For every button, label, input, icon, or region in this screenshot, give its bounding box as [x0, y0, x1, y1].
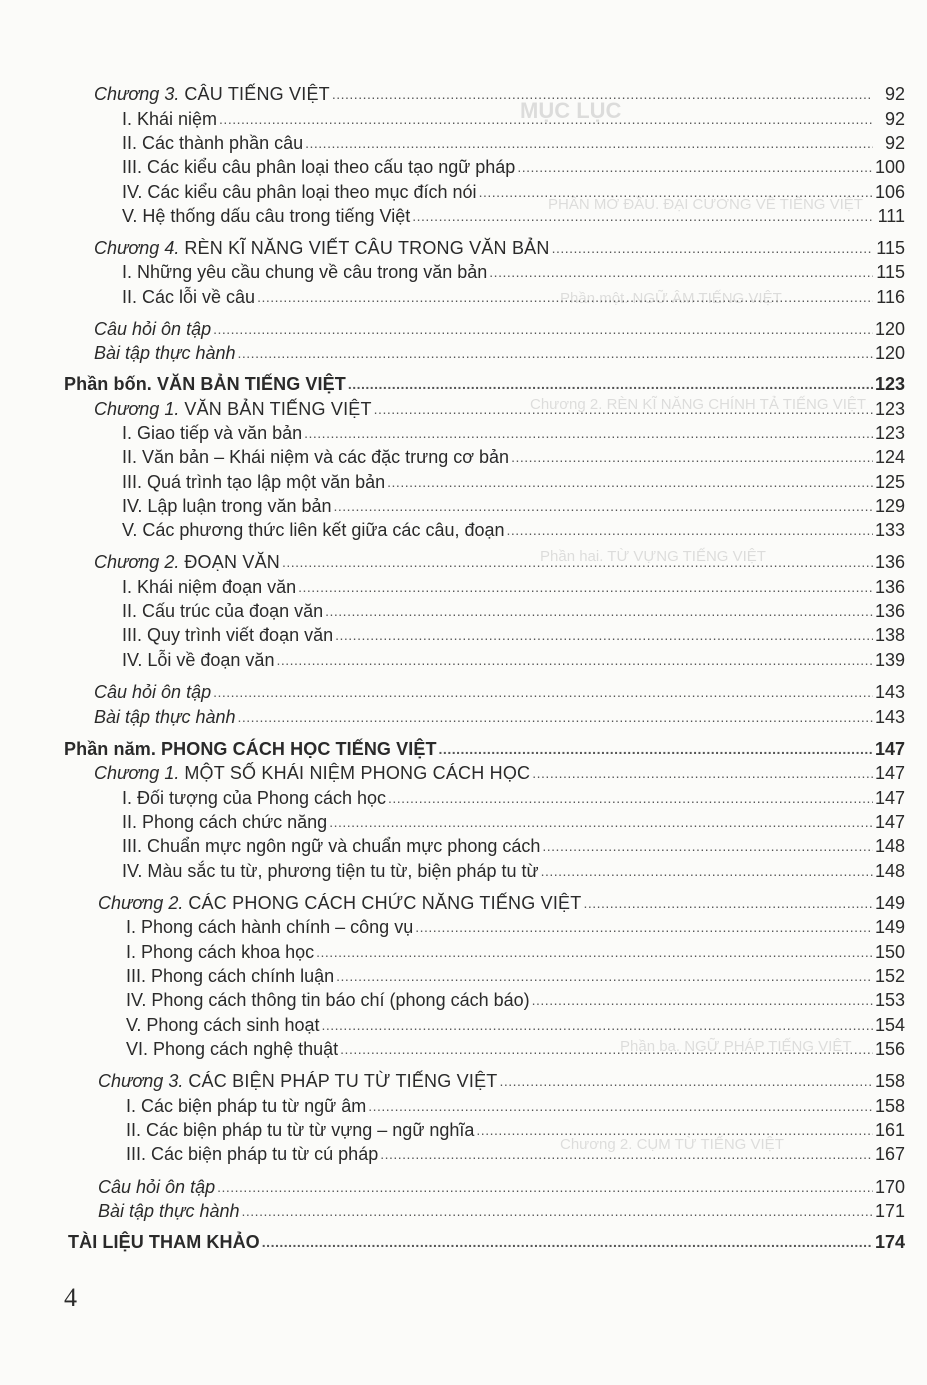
dot-leader [532, 992, 873, 1008]
page-ref: 115 [876, 238, 905, 258]
review-title: Câu hỏi ôn tập [94, 319, 212, 339]
dot-leader [321, 1017, 872, 1033]
toc-entry-section [122, 129, 905, 153]
dot-leader [242, 1203, 873, 1219]
page-ref: 139 [874, 650, 905, 670]
dot-leader [476, 1122, 873, 1138]
toc-entry-title: Phần năm. PHONG CÁCH HỌC TIẾNG VIỆT [64, 739, 437, 759]
review-title: Câu hỏi ôn tập [94, 682, 212, 702]
toc-entry-section [122, 419, 905, 443]
toc-entry-part [64, 735, 905, 759]
toc-entry-section [126, 913, 905, 937]
toc-entry-title [94, 84, 332, 104]
toc-entry-title: III. Quá trình tạo lập một văn bản [122, 472, 386, 492]
dot-leader [368, 1098, 873, 1114]
toc-entry-title [94, 707, 238, 727]
page-ref: 143 [874, 707, 905, 727]
dot-leader [507, 522, 873, 538]
dot-leader [532, 765, 873, 781]
toc-entry-section [122, 283, 905, 307]
page-ref: 147 [874, 812, 905, 832]
chapter-prefix: Chương 4. [94, 238, 180, 258]
toc-entry-title: II. Các thành phần câu [122, 133, 304, 153]
toc-entry-title: Phần bốn. VĂN BẢN TIẾNG VIỆT [64, 374, 346, 394]
page-ref: 170 [874, 1177, 905, 1197]
dot-leader [348, 376, 873, 392]
toc-entry-title [98, 1201, 242, 1221]
dot-leader [517, 159, 873, 175]
toc-entry-section [122, 808, 905, 832]
toc-entry-section [122, 443, 905, 467]
dot-leader [238, 709, 873, 725]
page-ref: 136 [874, 577, 905, 597]
dot-leader [298, 579, 873, 595]
dot-leader [374, 401, 873, 417]
page-ref: 123 [874, 399, 905, 419]
toc-entry-title [94, 238, 552, 258]
toc-entry-section [122, 105, 905, 129]
chapter-prefix: Chương 3. [98, 1071, 184, 1091]
dot-leader [335, 627, 873, 643]
bleed-text: PHẦN MỞ ĐẦU. ĐẠI CƯƠNG VỀ TIẾNG VIỆT [548, 196, 863, 213]
page-ref: 158 [874, 1096, 905, 1116]
bleed-text: Phần ba. NGỮ PHÁP TIẾNG VIỆT [620, 1038, 852, 1055]
page-ref: 154 [874, 1015, 905, 1035]
review-title: Bài tập thực hành [94, 343, 236, 363]
toc-entry-title: II. Các lỗi về câu [122, 287, 256, 307]
toc-entry-title: IV. Phong cách thông tin báo chí (phong cách báo) [126, 990, 530, 1010]
chapter-title: CÂU TIẾNG VIỆT [184, 84, 330, 104]
dot-leader [238, 345, 873, 361]
chapter-title: CÁC BIỆN PHÁP TU TỪ TIẾNG VIỆT [188, 1071, 498, 1091]
toc-entry-part [64, 370, 905, 394]
toc-entry-section [126, 1116, 905, 1140]
toc-entry-title: I. Các biện pháp tu từ ngữ âm [126, 1096, 367, 1116]
page-ref: 136 [874, 552, 905, 572]
toc-entry-section [122, 597, 905, 621]
chapter-title: ĐOẠN VĂN [184, 552, 280, 572]
toc-entry-title [98, 893, 583, 913]
toc-entry-chapter [98, 889, 905, 913]
toc-entry-review [94, 339, 905, 363]
page-ref: 129 [874, 496, 905, 516]
chapter-prefix: Chương 2. [94, 552, 180, 572]
page-ref: 167 [874, 1144, 905, 1164]
page-ref: 116 [876, 287, 905, 307]
toc-entry-title: I. Khái niệm đoạn văn [122, 577, 297, 597]
toc-entry-section [122, 832, 905, 856]
toc-entry-title: V. Các phương thức liên kết giữa các câu, đoạn [122, 520, 505, 540]
toc-entry-title: I. Đối tượng của Phong cách học [122, 788, 387, 808]
dot-leader [439, 741, 873, 757]
dot-leader [552, 240, 873, 256]
toc-entry-title: III. Các kiểu câu phân loại theo cấu tạo ngữ pháp [122, 157, 516, 177]
toc-entry-title: I. Phong cách khoa học [126, 942, 315, 962]
dot-leader [282, 554, 873, 570]
toc-entry-title: TÀI LIỆU THAM KHẢO [68, 1232, 260, 1252]
dot-leader [276, 652, 872, 668]
dot-leader [387, 474, 873, 490]
toc-entry-review [94, 703, 905, 727]
page-ref: 153 [874, 990, 905, 1010]
toc-entry-title: III. Chuẩn mực ngôn ngữ và chuẩn mực phong cách [122, 836, 541, 856]
toc-entry-section [122, 153, 905, 177]
toc-entry-title [94, 552, 282, 572]
bleed-text: MỤC LỤC [520, 98, 622, 123]
toc-entry-title: VI. Phong cách nghệ thuật [126, 1039, 339, 1059]
toc-entry-section [122, 492, 905, 516]
dot-leader [213, 684, 873, 700]
toc-entry-title [98, 1071, 499, 1091]
page-ref: 136 [874, 601, 905, 621]
toc-entry-section [126, 962, 905, 986]
toc-entry-section [126, 938, 905, 962]
page-ref: 92 [884, 84, 905, 104]
toc-entry-title [94, 682, 213, 702]
page-ref: 92 [884, 109, 905, 129]
toc-entry-section [122, 784, 905, 808]
page-ref: 150 [874, 942, 905, 962]
dot-leader [334, 498, 873, 514]
page-ref: 147 [874, 763, 905, 783]
toc-entry-title: II. Cấu trúc của đoạn văn [122, 601, 324, 621]
toc-entry-review [94, 315, 905, 339]
toc-entry-title: IV. Các kiểu câu phân loại theo mục đích nói [122, 182, 477, 202]
dot-leader [499, 1073, 872, 1089]
dot-leader [219, 111, 873, 127]
page-ref: 149 [874, 893, 905, 913]
page-ref: 152 [874, 966, 905, 986]
toc-entry-section [126, 1011, 905, 1035]
toc-entry-section [122, 646, 905, 670]
bleed-text: Chương 2. RÈN KĨ NĂNG CHÍNH TẢ TIẾNG VIỆT [530, 396, 867, 413]
chapter-title: MỘT SỐ KHÁI NIỆM PHONG CÁCH HỌC [184, 763, 531, 783]
toc-entry-title: II. Các biện pháp tu từ từ vựng – ngữ nghĩa [126, 1120, 475, 1140]
chapter-prefix: Chương 2. [98, 893, 184, 913]
dot-leader [380, 1146, 873, 1162]
page-ref: 147 [874, 788, 905, 808]
page-ref: 161 [874, 1120, 905, 1140]
page-ref: 123 [874, 374, 905, 394]
dot-leader [316, 944, 873, 960]
toc-entry-title: III. Quy trình viết đoạn văn [122, 625, 334, 645]
toc-entry-chapter [94, 234, 905, 258]
toc-entry-section [126, 1140, 905, 1164]
page-ref: 125 [874, 472, 905, 492]
page-ref: 158 [874, 1071, 905, 1091]
review-title: Bài tập thực hành [94, 707, 236, 727]
dot-leader [329, 814, 873, 830]
toc-entry-chapter [94, 548, 905, 572]
toc-entry-section [126, 1092, 905, 1116]
page-ref: 120 [874, 319, 905, 339]
toc-entry-section [122, 621, 905, 645]
toc-entry-section [122, 468, 905, 492]
toc-entry-title: IV. Lập luận trong văn bản [122, 496, 332, 516]
toc-entry-review [98, 1197, 905, 1221]
toc-entry-title: IV. Lỗi về đoạn văn [122, 650, 275, 670]
chapter-title: VĂN BẢN TIẾNG VIỆT [184, 399, 372, 419]
page-ref: 133 [874, 520, 905, 540]
toc-entry-title [98, 1177, 217, 1197]
page-ref: 92 [884, 133, 905, 153]
toc-entry-chapter [98, 1067, 905, 1091]
toc-entry-title: II. Văn bản – Khái niệm và các đặc trưng cơ bản [122, 447, 510, 467]
dot-leader [542, 838, 873, 854]
bleed-text: Phần một. NGỮ ÂM TIẾNG VIỆT [560, 290, 782, 307]
chapter-prefix: Chương 1. [94, 399, 180, 419]
toc-entry-title [94, 399, 374, 419]
page-ref: 120 [874, 343, 905, 363]
toc-entry-section [126, 1035, 905, 1059]
dot-leader [257, 289, 873, 305]
toc-entry-review [94, 678, 905, 702]
toc-entry-section [122, 258, 905, 282]
toc-entry-title: V. Phong cách sinh hoạt [126, 1015, 320, 1035]
page-ref: 148 [874, 861, 905, 881]
dot-leader [305, 135, 873, 151]
page-ref: 111 [877, 206, 905, 226]
toc-entry-chapter [94, 80, 905, 104]
toc-entry-title: I. Khái niệm [122, 109, 218, 129]
dot-leader [217, 1179, 873, 1195]
toc-entry-title: V. Hệ thống dấu câu trong tiếng Việt [122, 206, 411, 226]
dot-leader [541, 863, 873, 879]
page-ref: 115 [876, 262, 905, 282]
page-ref: 124 [874, 447, 905, 467]
dot-leader [412, 208, 873, 224]
toc-entry-section [122, 516, 905, 540]
chapter-prefix: Chương 3. [94, 84, 180, 104]
page-ref: 123 [874, 423, 905, 443]
dot-leader [325, 603, 873, 619]
bleed-text: Chương 2. CỤM TỪ TIẾNG VIỆT [560, 1136, 784, 1153]
dot-leader [332, 86, 873, 102]
toc-entry-title [94, 319, 213, 339]
dot-leader [336, 968, 873, 984]
dot-leader [262, 1234, 873, 1250]
chapter-title: CÁC PHONG CÁCH CHỨC NĂNG TIẾNG VIỆT [188, 893, 582, 913]
page-ref: 174 [874, 1232, 905, 1252]
toc-entry-chapter [94, 759, 905, 783]
toc-entry-section [122, 202, 905, 226]
toc-entry-title: III. Phong cách chính luận [126, 966, 335, 986]
dot-leader [304, 425, 873, 441]
dot-leader [583, 895, 873, 911]
toc-entry-title: I. Giao tiếp và văn bản [122, 423, 303, 443]
toc-entry-section [122, 857, 905, 881]
dot-leader [388, 790, 873, 806]
page-ref: 138 [874, 625, 905, 645]
toc-entry-title: I. Phong cách hành chính – công vụ [126, 917, 414, 937]
review-title: Câu hỏi ôn tập [98, 1177, 216, 1197]
toc-entry-section [122, 178, 905, 202]
page-ref: 156 [874, 1039, 905, 1059]
toc-entry-title [94, 763, 532, 783]
review-title: Bài tập thực hành [98, 1201, 240, 1221]
toc-entry-title: III. Các biện pháp tu từ cú pháp [126, 1144, 379, 1164]
chapter-title: RÈN KĨ NĂNG VIẾT CÂU TRONG VĂN BẢN [184, 238, 550, 258]
dot-leader [511, 449, 873, 465]
page-ref: 100 [874, 157, 905, 177]
page-ref: 143 [874, 682, 905, 702]
page-ref: 148 [874, 836, 905, 856]
toc-entry-part [68, 1228, 905, 1252]
bleed-text: Phần hai. TỪ VỰNG TIẾNG VIỆT [540, 548, 766, 565]
dot-leader [340, 1041, 873, 1057]
chapter-prefix: Chương 1. [94, 763, 180, 783]
toc-entry-section [126, 986, 905, 1010]
page-ref: 147 [874, 739, 905, 759]
page-number: 4 [64, 1283, 77, 1312]
toc-entry-title: II. Phong cách chức năng [122, 812, 328, 832]
dot-leader [479, 184, 873, 200]
dot-leader [213, 321, 873, 337]
toc-entry-title: IV. Màu sắc tu từ, phương tiện tu từ, biện pháp tu từ [122, 861, 539, 881]
toc-entry-section [122, 573, 905, 597]
dot-leader [415, 919, 873, 935]
dot-leader [489, 264, 873, 280]
toc-entry-review [98, 1173, 905, 1197]
toc-entry-title: I. Những yêu cầu chung về câu trong văn bản [122, 262, 488, 282]
page-ref: 106 [874, 182, 905, 202]
toc-entry-chapter [94, 395, 905, 419]
page-ref: 171 [874, 1201, 905, 1221]
page-ref: 149 [874, 917, 905, 937]
toc-entry-title [94, 343, 238, 363]
